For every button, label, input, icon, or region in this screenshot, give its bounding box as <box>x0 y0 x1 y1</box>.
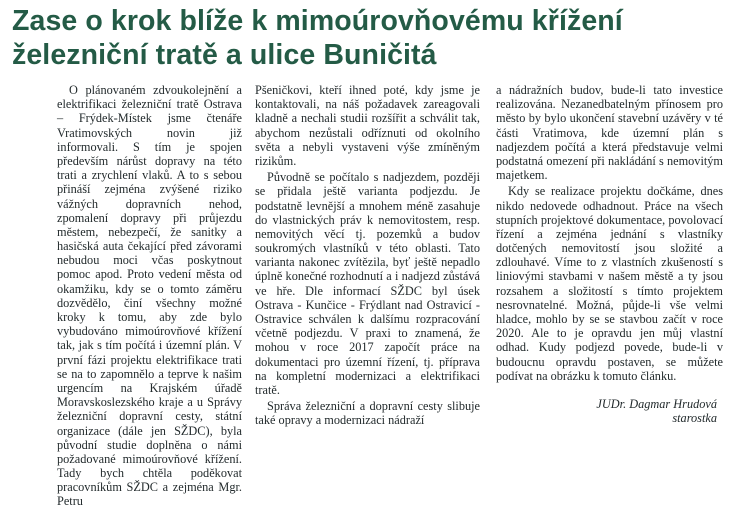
headline-line-1: Zase o krok blíže k mimoúrovňovému křížení <box>12 5 623 37</box>
paragraph: Pšeničkovi, kteří ihned poté, kdy jsme je kontaktovali, na náš požadavek zareagovali kladně a nechali studii rozšířit a schválit tak, abychom nezůstali odříznuti od okolního světa a nebyli vystaveni výše zmíněným rizikům. <box>255 83 480 168</box>
article-column-1 <box>57 83 242 509</box>
author-signature <box>496 397 723 426</box>
article-column-2 <box>255 83 480 428</box>
headline-line-2: železniční tratě a ulice Buničitá <box>12 39 437 71</box>
paragraph: Původně se počítalo s nadjezdem, později se přidala ještě varianta podjezdu. Je podstatně levnější a mnohem méně zasahuje do vlastnických práv k nemovitostem, resp. nemovitých věcí tj. pozemků a budov soukromých vlastníků v této oblasti. Tato varianta nakonec zvítězila, byť ještě nepadlo úplně konečné rozhodnutí a i nadjezd zůstává ve hře. Dle informací SŽDC byl úsek Ostrava - Kunčice - Frýdlant nad Ostravicí - Ostravice schválen k dalšímu rozpracování včetně podjezdu. V praxi to znamená, že mohou v roce 2017 započít práce na dokumentaci pro územní řízení, tj. příprava na kompletní modernizaci a elektrifikaci tratě. <box>255 170 480 397</box>
article-column-3 <box>496 83 723 426</box>
paragraph: a nádražních budov, bude-li tato investice realizována. Nezanedbatelným přínosem pro město by bylo ukončení stavební uzávěry v té části Vratimova, kde územní plán s nadjezdem počítá a která představuje velmi podstatná omezení při nakládání s nemovitým majetkem. <box>496 83 723 183</box>
author-role: starostka <box>672 411 717 426</box>
paragraph: Správa železniční a dopravní cesty slibuje také opravy a modernizaci nádraží <box>255 399 480 428</box>
paragraph: Kdy se realizace projektu dočkáme, dnes nikdo nedovede odhadnout. Práce na všech stupních projektové dokumentace, povolovací řízení a zejména jednání s vlastníky dotčených nemovitostí jsou složité a zdlouhavé. Víme to z vlastních zkušeností s liniovými stavbami v našem městě a ty jsou rozsahem a složitostí s tímto projektem nesrovnatelné. Možná, půjde-li vše velmi hladce, mohlo by se se stavbou začít v roce 2020. Ale to je opravdu jen můj vlastní odhad. Kudy podjezd povede, bude-li v budoucnu opravdu postaven, se můžete podívat na obrázku k tomuto článku. <box>496 184 723 383</box>
paragraph: O plánovaném zdvoukolejnění a elektrifikaci železniční tratě Ostrava – Frýdek-Místek jsme čtenáře Vratimovských novin již informovali. S tím je spojen především nárůst dopravy na této trati a zrychlení vlaků. A to s sebou přináší zejména zvýšené riziko vážných dopravních nehod, zpomalení dopravy při průjezdu městem, nebezpečí, že sanitky a hasičská auta čekající před závorami nebudou moci včas poskytnout pomoc apod. Proto vedení města od okamžiku, kdy se o tomto záměru dozvědělo, činí všechny možné kroky k tomu, aby zde bylo vybudováno mimoúrovňové křížení tak, jak s tím počítá i územní plán. V první fázi projektu elektrifikace trati se na to zapomnělo a teprve k našim urgencím na Krajském úřadě Moravskoslezského kraje a u Správy železniční dopravní cesty, státní organizace (dále jen SŽDC), byla původní studie doplněna o námi požadované mimoúrovňové křížení. Tady bych chtěla poděkovat pracovníkům SŽDC a zejména Mgr. Petru <box>57 83 242 509</box>
article-headline <box>12 4 728 72</box>
author-name: JUDr. Dagmar Hrudová <box>596 396 717 411</box>
